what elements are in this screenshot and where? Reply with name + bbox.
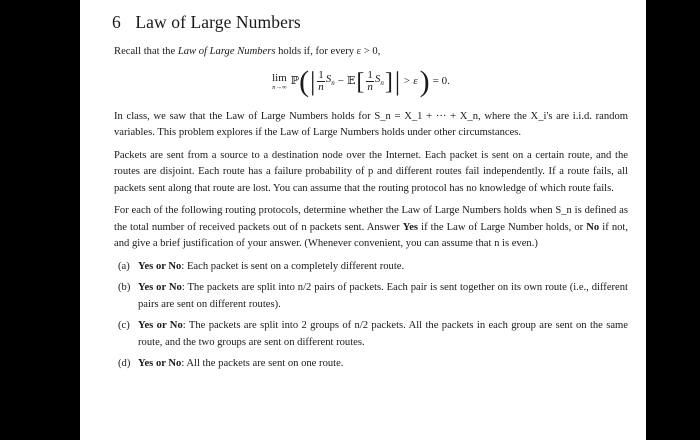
question-item: (b) Yes or No: The packets are split into n/2 pairs of packets. Each pair is sent together on its own route (i.e., different pairs are sent on different routes).	[114, 280, 628, 313]
limit-operator: lim n→∞	[272, 71, 287, 91]
document-content	[114, 6, 628, 378]
document-page	[80, 0, 646, 440]
paragraph-class-lln: In class, we saw that the Law of Large Numbers holds for S_n = X_1 + ··· + X_n, where the X_i's are i.i.d. random variables. This problem explores if the Law of Large Numbers holds under other circumstances.	[114, 110, 628, 138]
intro-emphasis: Law of Large Numbers	[177, 46, 276, 57]
paragraph-instructions: For each of the following routing protocols, determine whether the Law of Large Numbers holds when S_n is defined as the total number of received packets out of n packets sent. Answer Yes if the Law of Large Number holds, or No if not, and give a brief justification of your answer. (Whenever convenient, you can assume that n is even.)	[114, 205, 629, 249]
section-number: 6	[112, 12, 121, 32]
fraction-one-over-n: $\frac{1}{n}$	[318, 69, 324, 93]
question-item: (c) Yes or No: The packets are split into 2 groups of n/2 packets. All the packets in each group are sent on the same route, and the two groups are sent on different routes.	[114, 318, 628, 351]
intro-paragraph: Recall that the Law of Large Numbers holds if, for every ε > 0,	[114, 46, 381, 57]
question-item: (a) Yes or No: Each packet is sent on a completely different route.	[114, 259, 628, 276]
question-list	[114, 259, 628, 373]
question-label: (c)	[118, 320, 130, 331]
question-label: (a)	[118, 260, 130, 272]
fraction-one-over-n-2: $\frac{1}{n}$	[367, 69, 373, 93]
paragraph-packets: Packets are sent from a source to a destination node over the Internet. Each packet is sent on a certain route, and the routes are disjoint. Each route has a failure probability of p and different routes fail independently. If a route fails, all packets sent along that route are lost. You can assume that the routing protocol has no knowledge of which route fails.	[114, 149, 628, 194]
question-label: (d)	[118, 358, 131, 369]
section-title: Law of Large Numbers	[135, 12, 301, 32]
question-item: (d) Yes or No: All the packets are sent on one route.	[114, 356, 628, 373]
lln-equation: lim n→∞ ℙ ( | $\frac{1}{n}$ $S_n$ − 𝔼 [ $\frac{1}{n}$ $S_n$ ] | > ε ) = 0.	[272, 64, 450, 98]
question-label: (b)	[118, 282, 131, 293]
probability-symbol: ℙ	[290, 74, 300, 88]
section-heading	[112, 10, 628, 34]
expectation-symbol: 𝔼	[347, 74, 356, 88]
